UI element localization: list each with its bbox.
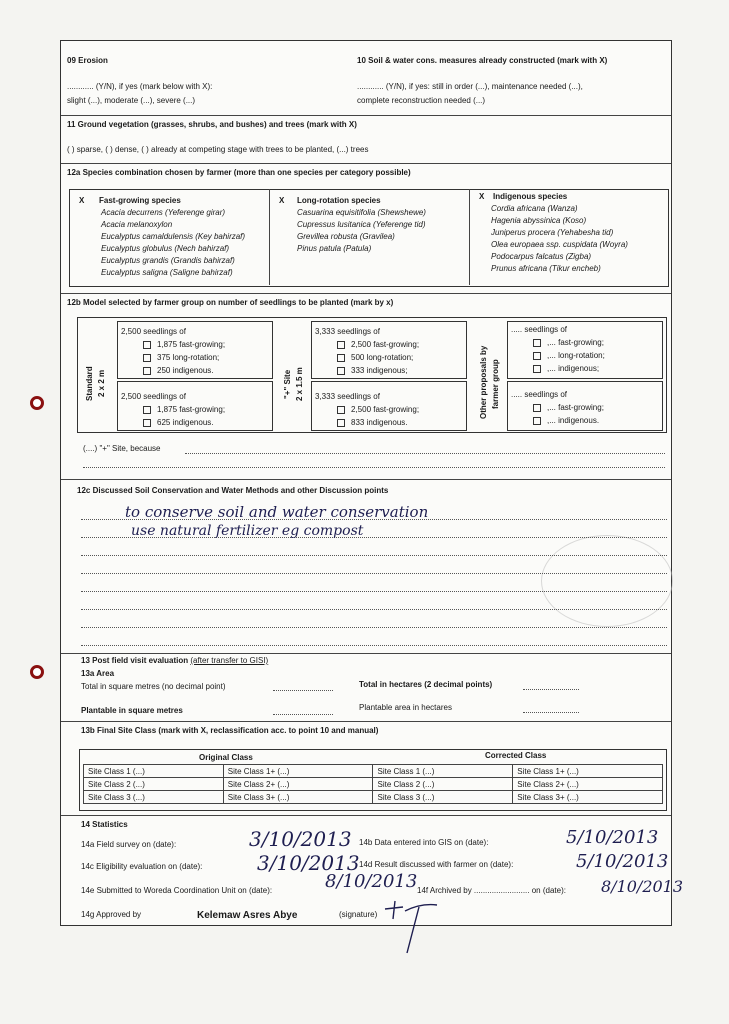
standard-label: Standard bbox=[85, 366, 94, 401]
table-row bbox=[84, 791, 663, 804]
post-title: 13 Post field visit evaluation (after transfer to GISI) bbox=[81, 656, 269, 665]
indig-species-1: Hagenia abyssinica (Koso) bbox=[491, 216, 587, 225]
site-class-cell: Site Class 2 (...) bbox=[373, 778, 513, 791]
plus-1-indig: 333 indigenous; bbox=[337, 367, 408, 375]
plus-site-because: (....) "+" Site, because bbox=[83, 444, 161, 453]
eligibility-date: 3/10/2013 bbox=[257, 851, 360, 875]
standard-1-fast: 1,875 fast-growing; bbox=[143, 341, 225, 349]
plantable-sqm-label: Plantable in square metres bbox=[81, 706, 183, 715]
total-sqm-label: Total in square metres (no decimal point) bbox=[81, 682, 226, 691]
standard-2-fast: 1,875 fast-growing; bbox=[143, 406, 225, 414]
fast-species-5: Eucalyptus saligna (Saligne bahirzaf) bbox=[101, 268, 233, 277]
plus-2-fast: 2,500 fast-growing; bbox=[337, 406, 419, 414]
indig-species-3: Olea europaea ssp. cuspidata (Woyra) bbox=[491, 240, 628, 249]
site-class-cell: Site Class 1+ (...) bbox=[223, 765, 373, 778]
standard-2-head: 2,500 seedlings of bbox=[121, 392, 186, 401]
signature-label: (signature) bbox=[339, 910, 378, 919]
long-species-3: Pinus patula (Patula) bbox=[297, 244, 372, 253]
gis-entry-label: 14b Data entered into GIS on (date): bbox=[359, 838, 489, 847]
other-proposals-label-2: farmer group bbox=[491, 359, 500, 409]
table-row bbox=[84, 778, 663, 791]
approved-by-label: 14g Approved by bbox=[81, 910, 142, 919]
discussion-handwriting-1: to conserve soil and water conservation bbox=[125, 503, 429, 521]
official-stamp bbox=[541, 535, 673, 627]
site-class-cell: Site Class 1+ (...) bbox=[513, 765, 663, 778]
fast-species-0: Acacia decurrens (Yeferenge girar) bbox=[101, 208, 226, 217]
site-class-cell: Site Class 3+ (...) bbox=[223, 791, 373, 804]
gis-entry-date: 5/10/2013 bbox=[566, 827, 659, 848]
other-2-indig: ,... indigenous. bbox=[533, 417, 599, 425]
plus-2-head: 3,333 seedlings of bbox=[315, 392, 380, 401]
submitted-date: 8/10/2013 bbox=[325, 871, 418, 892]
other-1-indig: ,... indigenous; bbox=[533, 365, 599, 373]
ground-veg-line: ( ) sparse, ( ) dense, ( ) already at competing stage with trees to be planted, (...) trees bbox=[67, 145, 369, 154]
site-class-cell: Site Class 3 (...) bbox=[84, 791, 224, 804]
ground-veg-title: 11 Ground vegetation (grasses, shrubs, and bushes) and trees (mark with X) bbox=[67, 120, 357, 129]
site-class-cell: Site Class 3 (...) bbox=[373, 791, 513, 804]
field-survey-date: 3/10/2013 bbox=[249, 827, 352, 851]
standard-2-indig: 625 indigenous. bbox=[143, 419, 214, 427]
site-class-cell: Site Class 1 (...) bbox=[373, 765, 513, 778]
species-head-indig: Indigenous species bbox=[493, 192, 568, 201]
indig-species-0: Cordia africana (Wanza) bbox=[491, 204, 578, 213]
species-head-long: Long-rotation species bbox=[297, 196, 381, 205]
indig-species-2: Juniperus procera (Yehabesha tid) bbox=[491, 228, 614, 237]
other-proposals-label: Other proposals by bbox=[479, 345, 488, 419]
species-mark-long: X bbox=[279, 196, 285, 205]
other-2-fast: ,... fast-growing; bbox=[533, 404, 604, 412]
other-1-long: ,... long-rotation; bbox=[533, 352, 605, 360]
fast-species-4: Eucalyptus grandis (Grandis bahirzaf) bbox=[101, 256, 235, 265]
indig-species-4: Podocarpus falcatus (Zigba) bbox=[491, 252, 592, 261]
soil-measures-line1: ............ (Y/N), if yes: still in order (...), maintenance needed (...), bbox=[357, 82, 583, 91]
plus-1-fast: 2,500 fast-growing; bbox=[337, 341, 419, 349]
site-class-cell: Site Class 3+ (...) bbox=[513, 791, 663, 804]
result-discussed-date: 5/10/2013 bbox=[576, 851, 669, 872]
stats-title: 14 Statistics bbox=[81, 820, 128, 829]
site-class-cell: Site Class 2 (...) bbox=[84, 778, 224, 791]
fast-species-2: Eucalyptus camaldulensis (Key bahirzaf) bbox=[101, 232, 246, 241]
erosion-line2: slight (...), moderate (...), severe (...) bbox=[67, 96, 196, 105]
result-discussed-label: 14d Result discussed with farmer on (date): bbox=[359, 860, 514, 869]
corrected-class-head: Corrected Class bbox=[485, 751, 547, 760]
species-mark-indig: X bbox=[479, 192, 485, 201]
plus-1-head: 3,333 seedlings of bbox=[315, 327, 380, 336]
submitted-label: 14e Submitted to Woreda Coordination Unit on (date): bbox=[81, 886, 273, 895]
archived-label: 14f Archived by ......................... on (date): bbox=[417, 886, 566, 895]
other-1-fast: ,... fast-growing; bbox=[533, 339, 604, 347]
approved-by-name: Kelemaw Asres Abye bbox=[197, 910, 298, 921]
standard-1-long: 375 long-rotation; bbox=[143, 354, 219, 362]
long-species-1: Cupressus lusitanica (Yeferenge tid) bbox=[297, 220, 426, 229]
plus-1-long: 500 long-rotation; bbox=[337, 354, 413, 362]
site-class-cell: Site Class 1 (...) bbox=[84, 765, 224, 778]
discussion-handwriting-2: use natural fertilizer eg compost bbox=[131, 523, 364, 539]
model-title: 12b Model selected by farmer group on number of seedlings to be planted (mark by x) bbox=[67, 298, 394, 307]
eligibility-label: 14c Eligibility evaluation on (date): bbox=[81, 862, 203, 871]
area-title: 13a Area bbox=[81, 669, 115, 678]
site-class-cell: Site Class 2+ (...) bbox=[223, 778, 373, 791]
standard-1-head: 2,500 seedlings of bbox=[121, 327, 186, 336]
signature-mark bbox=[381, 897, 441, 957]
table-row bbox=[84, 765, 663, 778]
site-class-table bbox=[83, 764, 663, 804]
soil-measures-title: 10 Soil & water cons. measures already constructed (mark with X) bbox=[357, 56, 608, 65]
plus-site-size: 2 x 1.5 m bbox=[295, 367, 304, 401]
species-mark-fast: X bbox=[79, 196, 85, 205]
form-page bbox=[60, 40, 684, 926]
species-head-fast: Fast-growing species bbox=[99, 196, 181, 205]
erosion-title: 09 Erosion bbox=[67, 56, 108, 65]
erosion-line1: ............ (Y/N), if yes (mark below with X): bbox=[67, 82, 213, 91]
punch-hole-bottom bbox=[30, 665, 44, 679]
discussion-title: 12c Discussed Soil Conservation and Water Methods and other Discussion points bbox=[77, 486, 389, 495]
archived-date: 8/10/2013 bbox=[601, 877, 684, 896]
other-2-head: ..... seedlings of bbox=[511, 390, 568, 399]
total-ha-label: Total in hectares (2 decimal points) bbox=[359, 680, 493, 689]
plus-site-label: "+" Site bbox=[283, 369, 292, 399]
final-class-title: 13b Final Site Class (mark with X, reclassification acc. to point 10 and manual) bbox=[81, 726, 379, 735]
indig-species-5: Prunus africana (Tikur encheb) bbox=[491, 264, 601, 273]
long-species-2: Grevillea robusta (Gravilea) bbox=[297, 232, 395, 241]
plantable-ha-label: Plantable area in hectares bbox=[359, 703, 452, 712]
standard-size: 2 x 2 m bbox=[97, 369, 106, 397]
original-class-head: Original Class bbox=[199, 753, 253, 762]
species-title: 12a Species combination chosen by farmer (more than one species per category possible) bbox=[67, 168, 411, 177]
fast-species-1: Acacia melanoxylon bbox=[101, 220, 173, 229]
standard-1-indig: 250 indigenous. bbox=[143, 367, 214, 375]
field-survey-label: 14a Field survey on (date): bbox=[81, 840, 177, 849]
long-species-0: Casuarina equisitifolia (Shewshewe) bbox=[297, 208, 426, 217]
fast-species-3: Eucalyptus globulus (Nech bahirzaf) bbox=[101, 244, 230, 253]
other-1-head: ..... seedlings of bbox=[511, 325, 568, 334]
site-class-cell: Site Class 2+ (...) bbox=[513, 778, 663, 791]
plus-2-indig: 833 indigenous. bbox=[337, 419, 408, 427]
punch-hole-top bbox=[30, 396, 44, 410]
soil-measures-line2: complete reconstruction needed (...) bbox=[357, 96, 486, 105]
